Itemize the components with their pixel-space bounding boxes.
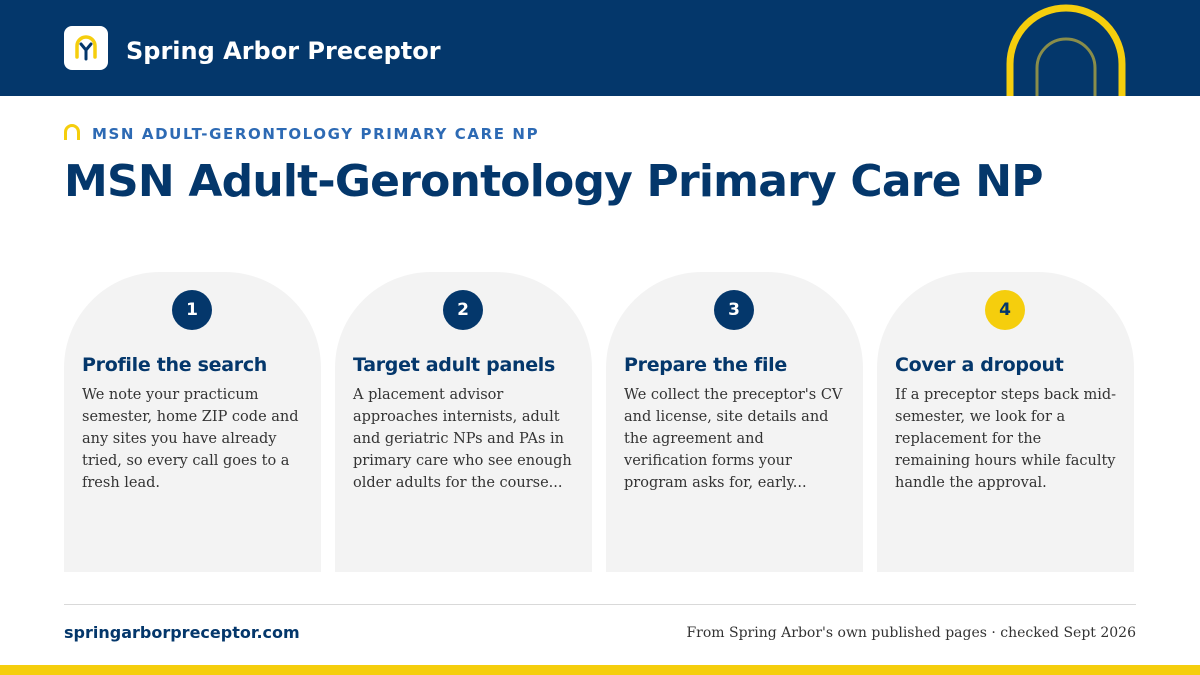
step-title: Target adult panels bbox=[353, 354, 556, 376]
page-title: MSN Adult-Gerontology Primary Care NP bbox=[64, 156, 1043, 207]
arch-bullet-icon bbox=[63, 123, 81, 141]
bottom-accent-bar bbox=[0, 665, 1200, 675]
step-title: Profile the search bbox=[82, 354, 268, 376]
step-description: A placement advisor approaches internists, adult and geriatric NPs and PAs in primary care who see enough older adults for the course... bbox=[353, 387, 572, 491]
step-card-1 bbox=[64, 272, 321, 572]
step-number-badge: 4 bbox=[985, 290, 1025, 330]
step-number-badge: 1 bbox=[172, 290, 212, 330]
header-bar bbox=[0, 0, 1200, 96]
arch-decoration-icon bbox=[1000, 0, 1140, 96]
step-number-badge: 3 bbox=[714, 290, 754, 330]
footer-divider bbox=[64, 604, 1136, 605]
brand-name: Spring Arbor Preceptor bbox=[126, 37, 441, 65]
step-title: Cover a dropout bbox=[895, 354, 1064, 376]
spring-arbor-logo-icon bbox=[64, 26, 108, 70]
step-card-4 bbox=[877, 272, 1134, 572]
footer-source-note: From Spring Arbor's own published pages · checked Sept 2026 bbox=[686, 625, 1136, 641]
step-number-badge: 2 bbox=[443, 290, 483, 330]
step-card-3 bbox=[606, 272, 863, 572]
step-description: We collect the preceptor's CV and license, site details and the agreement and verification forms your program asks for, early... bbox=[624, 387, 843, 491]
step-description: We note your practicum semester, home ZIP code and any sites you have already tried, so every call goes to a fresh lead. bbox=[82, 387, 299, 491]
footer-website-link[interactable]: springarborpreceptor.com bbox=[64, 623, 300, 642]
step-card-2 bbox=[335, 272, 592, 572]
section-eyebrow: MSN ADULT-GERONTOLOGY PRIMARY CARE NP bbox=[92, 125, 540, 143]
step-title: Prepare the file bbox=[624, 354, 787, 376]
step-description: If a preceptor steps back mid-semester, we look for a replacement for the remaining hours while faculty handle the approval. bbox=[895, 387, 1117, 491]
